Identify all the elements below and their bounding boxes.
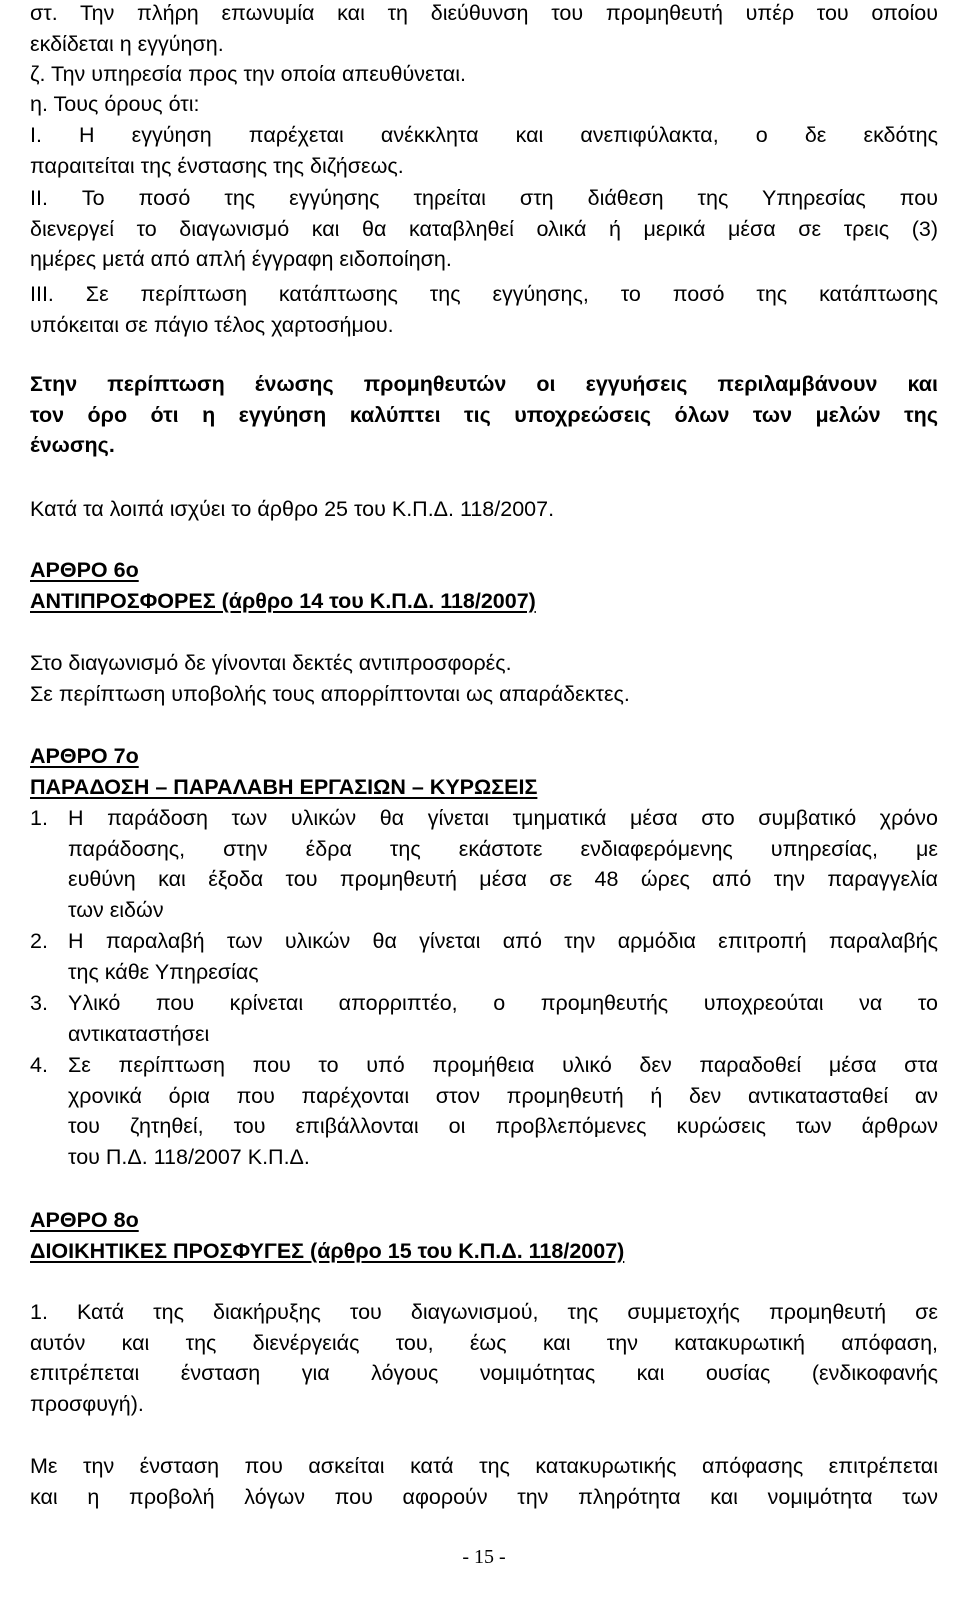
text-line: παράδοσης, στην έδρα της εκάστοτε ενδιαφερόμενης υπηρεσίας, με bbox=[68, 836, 938, 861]
text-line: τον όρο ότι η εγγύηση καλύπτει τις υποχρεώσεις όλων των μελών της bbox=[30, 402, 938, 427]
text-line: 1. Κατά της διακήρυξης του διαγωνισμού, της συμμετοχής προμηθευτή σε bbox=[30, 1300, 938, 1324]
text-line: παραιτείται της ένστασης της διζήσεως. bbox=[30, 153, 404, 178]
text-line: III. Σε περίπτωση κατάπτωσης της εγγύησης, το ποσό της κατάπτωσης bbox=[30, 282, 938, 306]
list-number: 3. bbox=[30, 991, 48, 1015]
text-line: II. Το ποσό της εγγύησης τηρείται στη διάθεση της Υπηρεσίας που bbox=[30, 186, 938, 210]
list-item bbox=[30, 988, 938, 1049]
article-title: ΔΙΟΙΚΗΤΙΚΕΣ ΠΡΟΣΦΥΓΕΣ (άρθρο 15 του Κ.Π.Δ. 118/2007) bbox=[30, 1238, 625, 1263]
text-line: αντικαταστήσει bbox=[68, 1021, 210, 1046]
text-line: της κάθε Υπηρεσίας bbox=[68, 959, 259, 984]
text-line: Στο διαγωνισμό δε γίνονται δεκτές αντιπροσφορές. bbox=[30, 651, 512, 675]
text-line: των ειδών bbox=[68, 897, 164, 922]
list-item bbox=[30, 803, 938, 925]
text-line: I. Η εγγύηση παρέχεται ανέκκλητα και ανεπιφύλακτα, ο δε εκδότης bbox=[30, 123, 938, 147]
page-number: - 15 - bbox=[462, 1546, 506, 1568]
text-line: στ. Την πλήρη επωνυμία και τη διεύθυνση του προμηθευτή υπέρ του οποίου bbox=[30, 1, 938, 25]
article-8-paragraph-1 bbox=[30, 1297, 938, 1419]
list-number: 2. bbox=[30, 929, 48, 953]
article-heading: ΑΡΘΡΟ 6ο bbox=[30, 558, 139, 582]
text-line: υπόκειται σε πάγιο τέλος χαρτοσήμου. bbox=[30, 312, 394, 337]
text-line: Στην περίπτωση ένωσης προμηθευτών οι εγγυήσεις περιλαμβάνουν και bbox=[30, 372, 938, 396]
union-note bbox=[30, 369, 938, 461]
guarantee-item-st bbox=[30, 0, 938, 59]
article-6 bbox=[30, 555, 938, 616]
text-line: επιτρέπεται ένσταση για λόγους νομιμότητας και ουσίας (ενδικοφανής bbox=[30, 1361, 938, 1385]
text-line: Υλικό που κρίνεται απορριπτέο, ο προμηθευτής υποχρεούται να το bbox=[68, 991, 938, 1015]
text-line: ζ. Την υπηρεσία προς την οποία απευθύνεται. bbox=[30, 62, 466, 86]
text-line: Σε περίπτωση που το υπό προμήθεια υλικό δεν παραδοθεί μέσα στα bbox=[68, 1053, 938, 1077]
text-line: αυτόν και της διενέργειάς του, έως και την κατακυρωτική απόφαση, bbox=[30, 1330, 938, 1355]
article-8 bbox=[30, 1205, 938, 1266]
list-number: 4. bbox=[30, 1053, 48, 1077]
text-line: και η προβολή λόγων που αφορούν την πληρότητα και νομιμότητα των bbox=[30, 1484, 938, 1509]
article-6-body bbox=[30, 648, 938, 709]
article-8-paragraph-2 bbox=[30, 1451, 938, 1512]
text-line: χρονικά όρια που παρέχονται στον προμηθευτή ή δεν αντικατασταθεί αν bbox=[68, 1083, 938, 1108]
list-number: 1. bbox=[30, 806, 48, 830]
text-line: του Π.Δ. 118/2007 Κ.Π.Δ. bbox=[68, 1144, 310, 1169]
text-line: Η παραλαβή των υλικών θα γίνεται από την αρμόδια επιτροπή παραλαβής bbox=[68, 929, 938, 953]
list-item bbox=[30, 926, 938, 987]
article-title: ΠΑΡΑΔΟΣΗ – ΠΑΡΑΛΑΒΗ ΕΡΓΑΣΙΩΝ – ΚΥΡΩΣΕΙΣ bbox=[30, 774, 538, 799]
text-line: εκδίδεται η εγγύηση. bbox=[30, 31, 224, 56]
article-title: ΑΝΤΙΠΡΟΣΦΟΡΕΣ (άρθρο 14 του Κ.Π.Δ. 118/2007) bbox=[30, 588, 536, 613]
text-line: Η παράδοση των υλικών θα γίνεται τμηματικά μέσα στο συμβατικό χρόνο bbox=[68, 806, 938, 830]
article-heading: ΑΡΘΡΟ 8ο bbox=[30, 1208, 139, 1232]
guarantee-item-z bbox=[30, 59, 938, 90]
guarantee-condition-iii bbox=[30, 279, 938, 340]
text-line: Με την ένσταση που ασκείται κατά της κατακυρωτικής απόφασης επιτρέπεται bbox=[30, 1454, 938, 1478]
text-line: Κατά τα λοιπά ισχύει το άρθρο 25 του Κ.Π.Δ. 118/2007. bbox=[30, 497, 555, 521]
article-heading: ΑΡΘΡΟ 7ο bbox=[30, 744, 139, 768]
text-line: προσφυγή). bbox=[30, 1391, 144, 1416]
text-line: ένωσης. bbox=[30, 433, 115, 457]
list-item bbox=[30, 1050, 938, 1172]
text-line: ημέρες μετά από απλή έγγραφη ειδοποίηση. bbox=[30, 247, 452, 271]
text-line: διενεργεί το διαγωνισμό και θα καταβληθεί ολικά ή μερικά μέσα σε τρεις (3) bbox=[30, 216, 938, 241]
article-7 bbox=[30, 741, 938, 802]
text-line: ευθύνη και έξοδα του προμηθευτή μέσα σε 48 ώρες από την παραγγελία bbox=[68, 867, 938, 891]
guarantee-condition-i bbox=[30, 120, 938, 181]
guarantee-item-h bbox=[30, 89, 938, 120]
text-line: Σε περίπτωση υποβολής τους απορρίπτονται ως απαράδεκτες. bbox=[30, 681, 630, 706]
guarantee-condition-ii bbox=[30, 183, 938, 275]
text-line: του ζητηθεί, του επιβάλλονται οι προβλεπόμενες κυρώσεις των άρθρων bbox=[68, 1114, 938, 1138]
text-line: η. Τους όρους ότι: bbox=[30, 92, 200, 116]
general-note bbox=[30, 494, 938, 525]
